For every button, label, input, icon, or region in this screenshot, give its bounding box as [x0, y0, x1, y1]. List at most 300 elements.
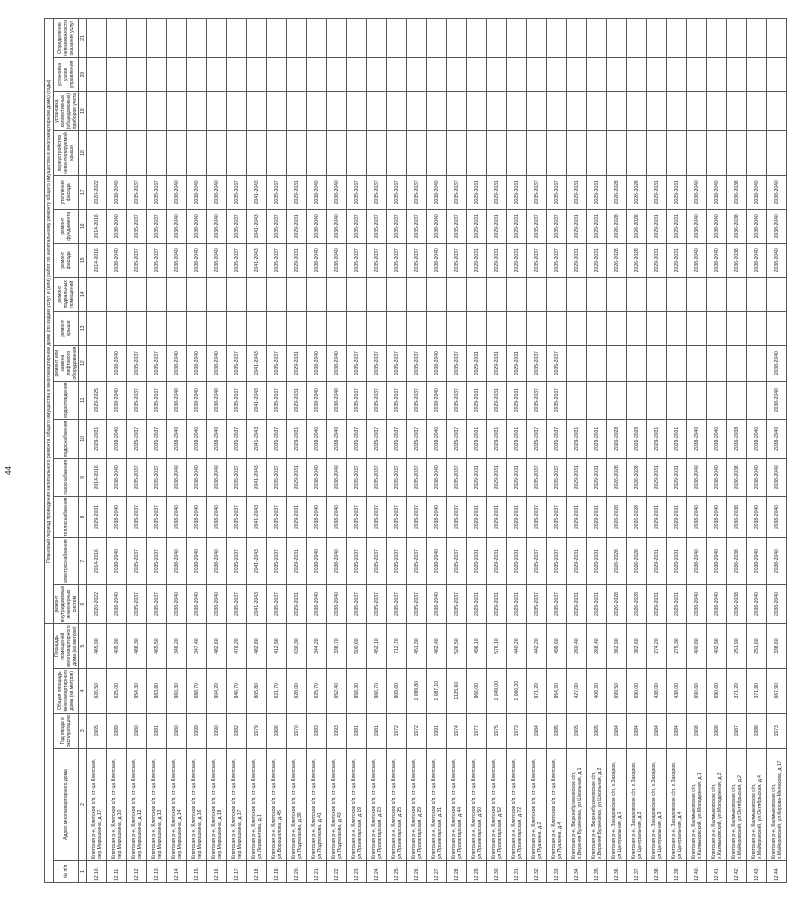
row-address: Клетская р-н, Клетское с/п, ст-ца Клетская, ул.Пролетарская, д.72 — [507, 749, 527, 861]
row-period-cell: 2035-2037 — [347, 243, 367, 277]
row-period-cell: 2038-2040 — [767, 584, 787, 623]
row-period-cell: 2038-2040 — [687, 458, 707, 496]
row-period-cell: 2035-2037 — [147, 345, 167, 381]
row-period-cell — [227, 131, 247, 175]
column-header: водоотведения — [54, 381, 79, 419]
row-period-cell: 2038-2040 — [107, 345, 127, 381]
row-period-cell: 2038-2040 — [427, 209, 447, 243]
row-period-cell: 2035-2037 — [447, 538, 467, 584]
row-period-cell — [547, 131, 567, 175]
row-period-cell: 2035-2037 — [407, 419, 427, 458]
row-period-cell: 2035-2037 — [227, 175, 247, 209]
row-number: 12.28. — [447, 861, 467, 883]
column-number: 6 — [79, 584, 87, 623]
row-period-cell — [287, 91, 307, 130]
row-period-cell: 2029-2031 — [287, 209, 307, 243]
row-period-cell — [207, 91, 227, 130]
row-period-cell — [387, 131, 407, 175]
row-period-cell: 2038-2040 — [187, 345, 207, 381]
row-premises-area: 260,40 — [567, 624, 587, 669]
table-row — [247, 19, 267, 883]
row-period-cell — [647, 91, 667, 130]
row-period-cell: 2029-2025 — [87, 381, 107, 419]
table-row — [227, 19, 247, 883]
row-period-cell: 2035-2037 — [547, 496, 567, 538]
row-period-cell: 2029-2031 — [467, 584, 487, 623]
row-period-cell — [747, 311, 767, 345]
column-header: ремонт крыши — [54, 311, 79, 345]
row-year: 1985 — [547, 713, 567, 748]
row-period-cell — [547, 91, 567, 130]
row-premises-area: 274,20 — [647, 624, 667, 669]
column-header: газоснабжения — [54, 458, 79, 496]
row-period-cell: 2029-2031 — [87, 419, 107, 458]
row-total-area: 628,00 — [287, 668, 307, 713]
row-period-cell: 2035-2037 — [527, 496, 547, 538]
table-row — [767, 19, 787, 883]
row-period-cell: 2038-2040 — [747, 496, 767, 538]
row-empty-cell — [507, 19, 527, 58]
row-period-cell — [387, 277, 407, 311]
row-period-cell — [407, 311, 427, 345]
row-period-cell — [107, 277, 127, 311]
row-empty-cell — [247, 19, 267, 58]
row-empty-cell — [427, 19, 447, 58]
row-empty-cell — [207, 19, 227, 58]
column-number: 14 — [79, 277, 87, 311]
row-premises-area: 712,70 — [387, 624, 407, 669]
row-period-cell: 2038-2040 — [707, 243, 727, 277]
row-period-cell: 2038-2040 — [747, 584, 767, 623]
row-period-cell: 2038-2040 — [707, 458, 727, 496]
row-period-cell: 2038-2040 — [187, 381, 207, 419]
row-period-cell: 2038-2040 — [167, 496, 187, 538]
row-period-cell: 2035-2037 — [547, 584, 567, 623]
row-period-cell — [547, 57, 567, 91]
row-year: 1981 — [367, 713, 387, 748]
row-period-cell — [467, 131, 487, 175]
row-period-cell — [387, 311, 407, 345]
row-period-cell — [527, 91, 547, 130]
row-number: 12.16. — [207, 861, 227, 883]
row-period-cell: 2035-2037 — [407, 345, 427, 381]
row-period-cell — [227, 311, 247, 345]
row-period-cell: 2038-2040 — [167, 584, 187, 623]
row-period-cell: 2038-2040 — [107, 496, 127, 538]
row-empty-cell — [547, 19, 567, 58]
row-period-cell: 2038-2040 — [107, 381, 127, 419]
row-premises-area: 452,10 — [367, 624, 387, 669]
row-period-cell — [227, 57, 247, 91]
row-period-cell: 2035-2037 — [227, 419, 247, 458]
column-header: ремонт внутридомовых инженерных систем — [54, 585, 78, 623]
row-number: 12.17. — [227, 861, 247, 883]
row-period-cell: 2038-2040 — [187, 584, 207, 623]
row-period-cell — [747, 57, 767, 91]
row-period-cell — [747, 345, 767, 381]
row-period-cell: 2035-2037 — [267, 496, 287, 538]
row-number: 12.20. — [287, 861, 307, 883]
row-period-cell: 2029-2031 — [287, 175, 307, 209]
row-period-cell: 2029-2031 — [467, 538, 487, 584]
row-total-area: 688,70 — [187, 668, 207, 713]
row-address: Клетская р-н, Клетское с/п, ст-ца Клетская, пер.Мирошкина, д.17 — [87, 749, 107, 861]
row-period-cell: 2035-2037 — [407, 458, 427, 496]
row-number: 12.36. — [607, 861, 627, 883]
row-period-cell — [707, 381, 727, 419]
column-number: 19 — [79, 91, 87, 130]
column-number: 12 — [79, 345, 87, 381]
row-period-cell: 2038-2040 — [167, 458, 187, 496]
row-period-cell: 2029-2031 — [487, 419, 507, 458]
row-period-cell — [327, 131, 347, 175]
row-period-cell — [607, 131, 627, 175]
row-period-cell: 2029-2031 — [287, 496, 307, 538]
row-period-cell: 2038-2040 — [427, 175, 447, 209]
row-period-cell: 2029-2031 — [667, 496, 687, 538]
table-row — [547, 19, 567, 883]
row-period-cell — [647, 57, 667, 91]
row-year: 1987 — [727, 713, 747, 748]
row-total-area: 904,20 — [207, 668, 227, 713]
row-premises-area: 412,90 — [267, 624, 287, 669]
row-period-cell: 2029-2031 — [287, 345, 307, 381]
row-period-cell — [287, 131, 307, 175]
row-period-cell — [627, 311, 647, 345]
row-period-cell: 2035-2037 — [387, 175, 407, 209]
row-period-cell: 2038-2040 — [187, 458, 207, 496]
row-period-cell — [767, 57, 787, 91]
row-period-cell: 2038-2040 — [687, 584, 707, 623]
row-period-cell: 2029-2031 — [467, 209, 487, 243]
row-period-cell: 2038-2040 — [107, 209, 127, 243]
row-period-cell: 2035-2037 — [407, 209, 427, 243]
row-period-cell — [727, 91, 747, 130]
row-period-cell — [567, 311, 587, 345]
row-period-cell: 2035-2037 — [227, 538, 247, 584]
row-premises-area: 275,30 — [667, 624, 687, 669]
row-period-cell — [507, 57, 527, 91]
row-period-cell — [667, 91, 687, 130]
row-period-cell: 2035-2037 — [147, 496, 167, 538]
row-period-cell: 2029-2031 — [587, 496, 607, 538]
row-period-cell — [747, 381, 767, 419]
row-period-cell: 2029-2031 — [507, 419, 527, 458]
table-row — [587, 19, 607, 883]
row-period-cell: 2035-2037 — [407, 538, 427, 584]
row-period-cell: 2029-2031 — [587, 538, 607, 584]
row-year: 1990 — [207, 713, 227, 748]
row-period-cell: 2038-2040 — [747, 209, 767, 243]
row-period-cell — [307, 91, 327, 130]
row-period-cell: 2038-2040 — [747, 458, 767, 496]
row-period-cell: 2026-2028 — [607, 538, 627, 584]
row-period-cell — [527, 131, 547, 175]
table-row — [527, 19, 547, 883]
table-row — [467, 19, 487, 883]
row-period-cell: 2038-2040 — [307, 175, 327, 209]
row-period-cell — [647, 345, 667, 381]
column-header: установка коллективных (общедомовых) приборов учета — [54, 92, 78, 130]
row-total-area: 438,00 — [647, 668, 667, 713]
row-period-cell — [247, 57, 267, 91]
row-period-cell: 2035-2037 — [547, 209, 567, 243]
row-period-cell: 2020-2022 — [87, 175, 107, 209]
table-row — [127, 19, 147, 883]
row-period-cell: 2041-2043 — [247, 209, 267, 243]
row-period-cell — [407, 91, 427, 130]
row-period-cell — [667, 277, 687, 311]
column-number: 7 — [79, 538, 87, 584]
row-period-cell: 2029-2031 — [487, 538, 507, 584]
row-period-cell: 2029-2031 — [467, 243, 487, 277]
row-period-cell: 2035-2037 — [227, 458, 247, 496]
row-period-cell: 2038-2040 — [207, 345, 227, 381]
row-period-cell — [707, 91, 727, 130]
table-row — [287, 19, 307, 883]
row-empty-cell — [327, 19, 347, 58]
row-period-cell: 2035-2037 — [347, 584, 367, 623]
row-address: Клетская р-н, Клетское с/п, ст-ца Клетская, ул.Лермонтова, д.1 — [247, 749, 267, 861]
row-period-cell: 2035-2037 — [267, 381, 287, 419]
row-address: Клетская р-н, Клетское с/п, ст-ца Клетская, ул.Пролетарская, д.52 — [487, 749, 507, 861]
row-period-cell: 2029-2031 — [647, 209, 667, 243]
row-period-cell: 2038-2040 — [167, 345, 187, 381]
row-period-cell: 2035-2037 — [547, 243, 567, 277]
row-period-cell: 2026-2028 — [627, 538, 647, 584]
row-number: 12.40. — [687, 861, 707, 883]
row-period-cell — [607, 311, 627, 345]
row-period-cell — [427, 311, 447, 345]
row-empty-cell — [367, 19, 387, 58]
row-address: Клетская р-н, Клетское с/п, ст-ца Клетская, ул.Пролетарская, д.44 — [447, 749, 467, 861]
row-period-cell: 2029-2031 — [467, 458, 487, 496]
row-period-cell: 2038-2040 — [307, 584, 327, 623]
row-period-cell — [687, 131, 707, 175]
row-period-cell: 2026-2028 — [607, 419, 627, 458]
row-period-cell — [127, 311, 147, 345]
row-period-cell: 2035-2037 — [527, 243, 547, 277]
row-address: Клетская р-н, Клетское с/п, ст-ца Клетская, ул.Подтелкова, д.43 — [327, 749, 347, 861]
row-address: Клетская р-н, Клетское с/п, ст-ца Клетская, ул.Пролетарская, д.23 — [367, 749, 387, 861]
row-period-cell: 2035-2037 — [367, 419, 387, 458]
row-period-cell: 2026-2028 — [627, 175, 647, 209]
row-period-cell: 2038-2040 — [167, 381, 187, 419]
row-year: 1980 — [167, 713, 187, 748]
row-empty-cell — [147, 19, 167, 58]
row-empty-cell — [667, 19, 687, 58]
row-empty-cell — [747, 19, 767, 58]
row-premises-area: 488,30 — [127, 624, 147, 669]
row-period-cell — [307, 57, 327, 91]
row-period-cell: 2038-2040 — [167, 419, 187, 458]
row-period-cell — [187, 91, 207, 130]
row-period-cell: 2038-2040 — [107, 584, 127, 623]
row-period-cell: 2035-2037 — [387, 584, 407, 623]
row-address: Клетская р-н, Клетское с/п, ст-ца Клетская, ул.Пролетарская, д.31 — [427, 749, 447, 861]
row-period-cell — [627, 277, 647, 311]
table-row — [187, 19, 207, 883]
row-period-cell — [507, 91, 527, 130]
row-period-cell — [667, 345, 687, 381]
row-address: Клетская р-н, Клетское с/п, ст-ца Клетская, ул.Пролетарская, д.50 — [467, 749, 487, 861]
row-period-cell: 2041-2043 — [247, 419, 267, 458]
row-period-cell: 2041-2043 — [247, 381, 267, 419]
row-number: 12.43. — [747, 861, 767, 883]
table-row — [407, 19, 427, 883]
row-period-cell — [167, 91, 187, 130]
column-number: 13 — [79, 311, 87, 345]
row-period-cell: 2035-2037 — [147, 243, 167, 277]
row-period-cell: 2035-2037 — [347, 496, 367, 538]
column-number: 10 — [79, 419, 87, 458]
row-period-cell: 2026-2028 — [607, 209, 627, 243]
row-empty-cell — [767, 19, 787, 58]
row-empty-cell — [567, 19, 587, 58]
row-address: Клетская р-н, Захаровское с/п, х.Захаров, ул.Центральная, д.4 — [667, 749, 687, 861]
column-header: электроснабжения — [54, 538, 79, 584]
row-period-cell: 2029-2031 — [287, 243, 307, 277]
row-number: 12.34. — [567, 861, 587, 883]
row-period-cell: 2035-2037 — [447, 419, 467, 458]
row-period-cell: 2029-2031 — [487, 458, 507, 496]
row-period-cell — [427, 277, 447, 311]
row-period-cell — [587, 91, 607, 130]
row-total-area: 625,00 — [107, 668, 127, 713]
row-period-cell: 2041-2043 — [247, 496, 267, 538]
row-period-cell: 2035-2037 — [367, 209, 387, 243]
row-year: 1979 — [247, 713, 267, 748]
row-period-cell: 2026-2028 — [627, 458, 647, 496]
row-period-cell: 2035-2037 — [387, 458, 407, 496]
row-premises-area: 338,70 — [327, 624, 347, 669]
row-premises-area: 496,10 — [467, 624, 487, 669]
row-period-cell: 2029-2031 — [507, 584, 527, 623]
row-number: 12.23. — [347, 861, 367, 883]
row-empty-cell — [527, 19, 547, 58]
row-period-cell: 2026-2028 — [607, 243, 627, 277]
table-row — [687, 19, 707, 883]
row-period-cell: 2035-2037 — [387, 419, 407, 458]
row-address: Клетская р-н, Захаровское с/п, х.Захаров, ул.Центральная, д.3 — [647, 749, 667, 861]
row-period-cell — [547, 277, 567, 311]
row-period-cell — [447, 277, 467, 311]
row-period-cell: 2035-2037 — [227, 209, 247, 243]
row-period-cell — [587, 131, 607, 175]
row-total-area: 427,00 — [567, 668, 587, 713]
row-address: Клетская р-н, Захаровское с/п, х.Захаров, ул.Центральная, д.1 — [607, 749, 627, 861]
row-period-cell: 2038-2040 — [427, 538, 447, 584]
row-empty-cell — [187, 19, 207, 58]
row-address: Клетская р-н, Клетское с/п, ст-ца Клетская, пер.Мирошкина, д.18 — [207, 749, 227, 861]
row-period-cell: 2035-2037 — [267, 243, 287, 277]
row-period-cell — [767, 277, 787, 311]
row-period-cell — [287, 277, 307, 311]
row-period-cell — [347, 277, 367, 311]
row-period-cell — [207, 277, 227, 311]
row-total-area: 960,30 — [167, 668, 187, 713]
row-period-cell: 2038-2040 — [747, 243, 767, 277]
row-period-cell — [147, 131, 167, 175]
row-premises-area: 251,60 — [747, 624, 767, 669]
column-number: 11 — [79, 381, 87, 419]
row-year: 1980 — [127, 713, 147, 748]
row-period-cell — [367, 311, 387, 345]
row-period-cell: 2029-2031 — [587, 209, 607, 243]
row-address: Клетская р-н, Клетское с/п, ст-ца Клетская, ул.Пролетарская, д.25 — [387, 749, 407, 861]
row-address: Клетская р-н, Клетское с/п, ст-ца Клетская, пер.Мирошкина, д.16 — [187, 749, 207, 861]
row-year: 1970 — [287, 713, 307, 748]
row-number: 12.24. — [367, 861, 387, 883]
row-period-cell — [467, 91, 487, 130]
row-period-cell: 2038-2040 — [307, 209, 327, 243]
row-period-cell — [147, 57, 167, 91]
row-period-cell: 2041-2043 — [247, 243, 267, 277]
column-header: установка узлов управления — [54, 57, 79, 91]
table-row — [167, 19, 187, 883]
row-period-cell: 2036-2038 — [727, 243, 747, 277]
row-period-cell: 2038-2040 — [307, 419, 327, 458]
row-period-cell: 2035-2037 — [527, 458, 547, 496]
column-header: ремонт фундамента — [54, 209, 79, 243]
row-period-cell — [747, 131, 767, 175]
column-number-row — [79, 19, 87, 883]
column-header: ремонт подвальных помещений — [54, 277, 79, 311]
column-number: 21 — [79, 19, 87, 58]
row-address: Клетская р-н, Верхнебузиновское с/п, х.Верхняя Бузиновка, ул.Школьная, д.2 — [587, 749, 607, 861]
row-period-cell — [587, 345, 607, 381]
row-period-cell — [567, 131, 587, 175]
row-period-cell: 2038-2040 — [767, 345, 787, 381]
row-period-cell: 2036-2038 — [727, 175, 747, 209]
row-total-area: 1 099,80 — [407, 668, 427, 713]
row-period-cell: 2038-2040 — [767, 419, 787, 458]
row-period-cell — [347, 57, 367, 91]
row-address: Клетская р-н, Калмыковское с/п, х.Майоровский, ул.Октябрьская, д.4 — [747, 749, 767, 861]
row-period-cell: 2029-2031 — [487, 243, 507, 277]
row-period-cell: 2036-2038 — [727, 584, 747, 623]
row-period-cell — [707, 345, 727, 381]
row-period-cell: 2038-2040 — [207, 419, 227, 458]
row-period-cell — [187, 57, 207, 91]
table-row — [727, 19, 747, 883]
row-period-cell — [107, 57, 127, 91]
row-number: 12.11. — [107, 861, 127, 883]
row-period-cell: 2029-2031 — [507, 175, 527, 209]
row-year: 1999 — [187, 713, 207, 748]
row-period-cell: 2035-2037 — [347, 458, 367, 496]
row-period-cell: 2035-2037 — [227, 381, 247, 419]
row-year: 1981 — [347, 713, 367, 748]
row-total-area: 966,00 — [467, 668, 487, 713]
row-address: Клетская р-н, Клетское с/п, ст-ца Клетская, пер.Мирошкина, д.10 — [107, 749, 127, 861]
row-period-cell: 2038-2040 — [767, 381, 787, 419]
column-header: Определение невозможности оказания услуг — [54, 19, 79, 58]
row-period-cell — [87, 91, 107, 130]
row-period-cell — [747, 91, 767, 130]
row-premises-area: 500,60 — [347, 624, 367, 669]
row-period-cell — [487, 131, 507, 175]
row-period-cell: 2029-2031 — [567, 496, 587, 538]
row-period-cell: 2038-2040 — [767, 243, 787, 277]
row-period-cell — [87, 277, 107, 311]
row-period-cell: 2041-2043 — [247, 345, 267, 381]
row-period-cell: 2038-2040 — [327, 538, 347, 584]
row-period-cell: 2029-2031 — [287, 458, 307, 496]
row-period-cell: 2038-2040 — [427, 584, 447, 623]
row-period-cell: 2029-2031 — [287, 381, 307, 419]
row-empty-cell — [107, 19, 127, 58]
